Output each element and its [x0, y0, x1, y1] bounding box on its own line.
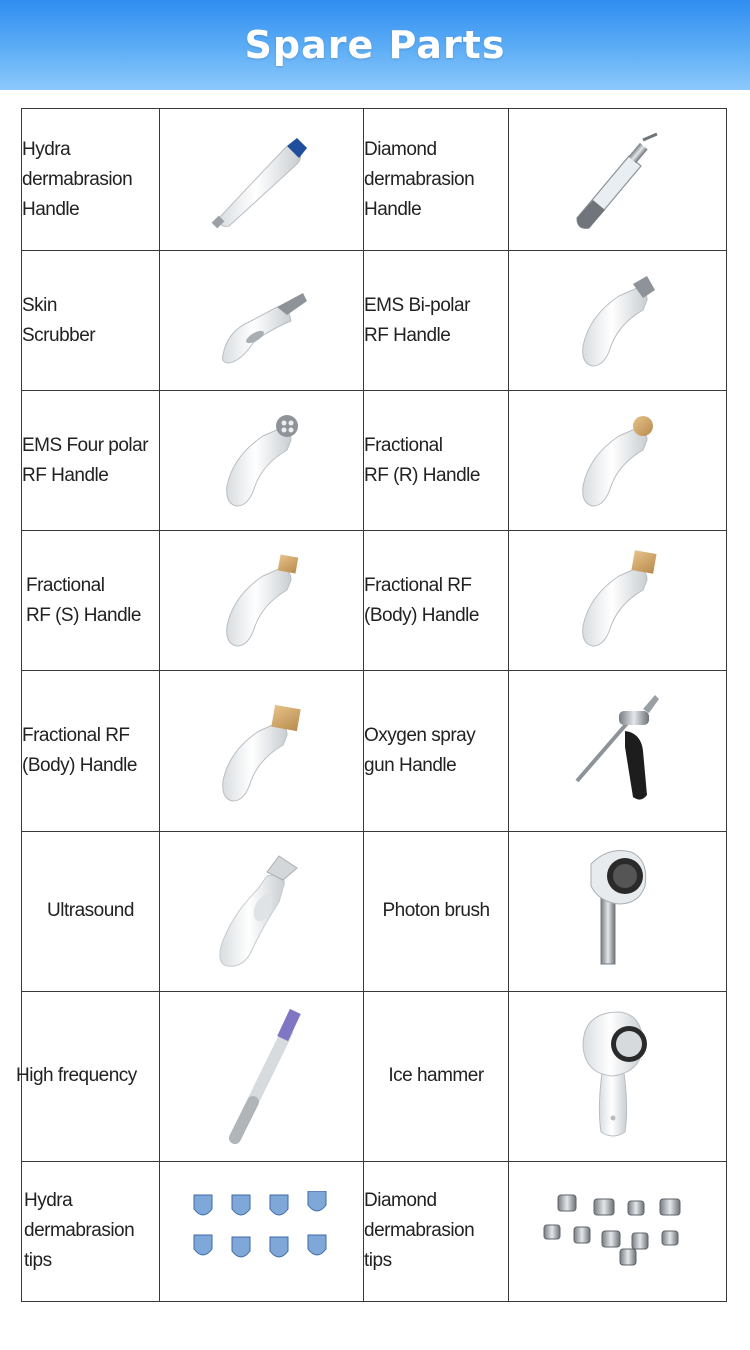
- item-label: EMS Bi-polar RF Handle: [364, 251, 509, 391]
- table-row: [22, 251, 727, 391]
- item-label: Ice hammer: [364, 991, 509, 1161]
- item-label: Fractional RF (S) Handle: [22, 531, 160, 671]
- item-image: [160, 251, 364, 391]
- table-row: [22, 109, 727, 251]
- item-label: Fractional RF (Body) Handle: [22, 671, 160, 831]
- item-label: Fractional RF (R) Handle: [364, 391, 509, 531]
- diamond-handle-icon: [563, 130, 673, 230]
- ice-hammer-icon: [563, 1006, 673, 1146]
- item-image: [509, 1161, 727, 1301]
- item-image: [509, 671, 727, 831]
- page-title: Spare Parts: [244, 23, 506, 67]
- fractional-body-icon: [563, 546, 673, 656]
- item-label: Oxygen spray gun Handle: [364, 671, 509, 831]
- table-row: [22, 991, 727, 1161]
- item-label: Diamond dermabrasion Handle: [364, 109, 509, 251]
- ems-bipolar-icon: [563, 266, 673, 376]
- table-row: [22, 1161, 727, 1301]
- item-image: [509, 831, 727, 991]
- table-row: [22, 531, 727, 671]
- item-label: Hydra dermabrasion tips: [22, 1161, 160, 1301]
- item-label: Hydra dermabrasion Handle: [22, 109, 160, 251]
- item-image: [509, 391, 727, 531]
- fractional-s-icon: [207, 546, 317, 656]
- spare-parts-table: [16, 108, 727, 1302]
- hydra-tips-icon: [182, 1191, 342, 1271]
- header-banner: [0, 0, 750, 90]
- item-label: Diamond dermabrasion tips: [364, 1161, 509, 1301]
- item-image: [509, 251, 727, 391]
- diamond-tips-icon: [538, 1191, 698, 1271]
- item-image: [509, 991, 727, 1161]
- item-label: Skin Scrubber: [22, 251, 160, 391]
- item-image: [160, 991, 364, 1161]
- item-label: EMS Four polar RF Handle: [22, 391, 160, 531]
- hydra-handle-icon: [207, 130, 317, 230]
- item-image: [160, 831, 364, 991]
- item-label: Fractional RF (Body) Handle: [364, 531, 509, 671]
- fractional-body-icon: [207, 691, 317, 811]
- item-image: [160, 531, 364, 671]
- high-frequency-icon: [207, 1006, 317, 1146]
- item-image: [509, 109, 727, 251]
- photon-brush-icon: [563, 846, 673, 976]
- ems-fourpolar-icon: [207, 406, 317, 516]
- table-row: [22, 391, 727, 531]
- item-image: [160, 671, 364, 831]
- fractional-r-icon: [563, 406, 673, 516]
- item-image: [509, 531, 727, 671]
- item-label: High frequency: [22, 991, 160, 1161]
- item-label: Ultrasound: [22, 831, 160, 991]
- item-image: [160, 109, 364, 251]
- skin-scrubber-icon: [207, 271, 317, 371]
- table-row: [22, 671, 727, 831]
- item-image: [160, 391, 364, 531]
- item-label: Photon brush: [364, 831, 509, 991]
- ultrasound-icon: [207, 846, 317, 976]
- item-image: [160, 1161, 364, 1301]
- table-row: [22, 831, 727, 991]
- oxygen-gun-icon: [563, 691, 673, 811]
